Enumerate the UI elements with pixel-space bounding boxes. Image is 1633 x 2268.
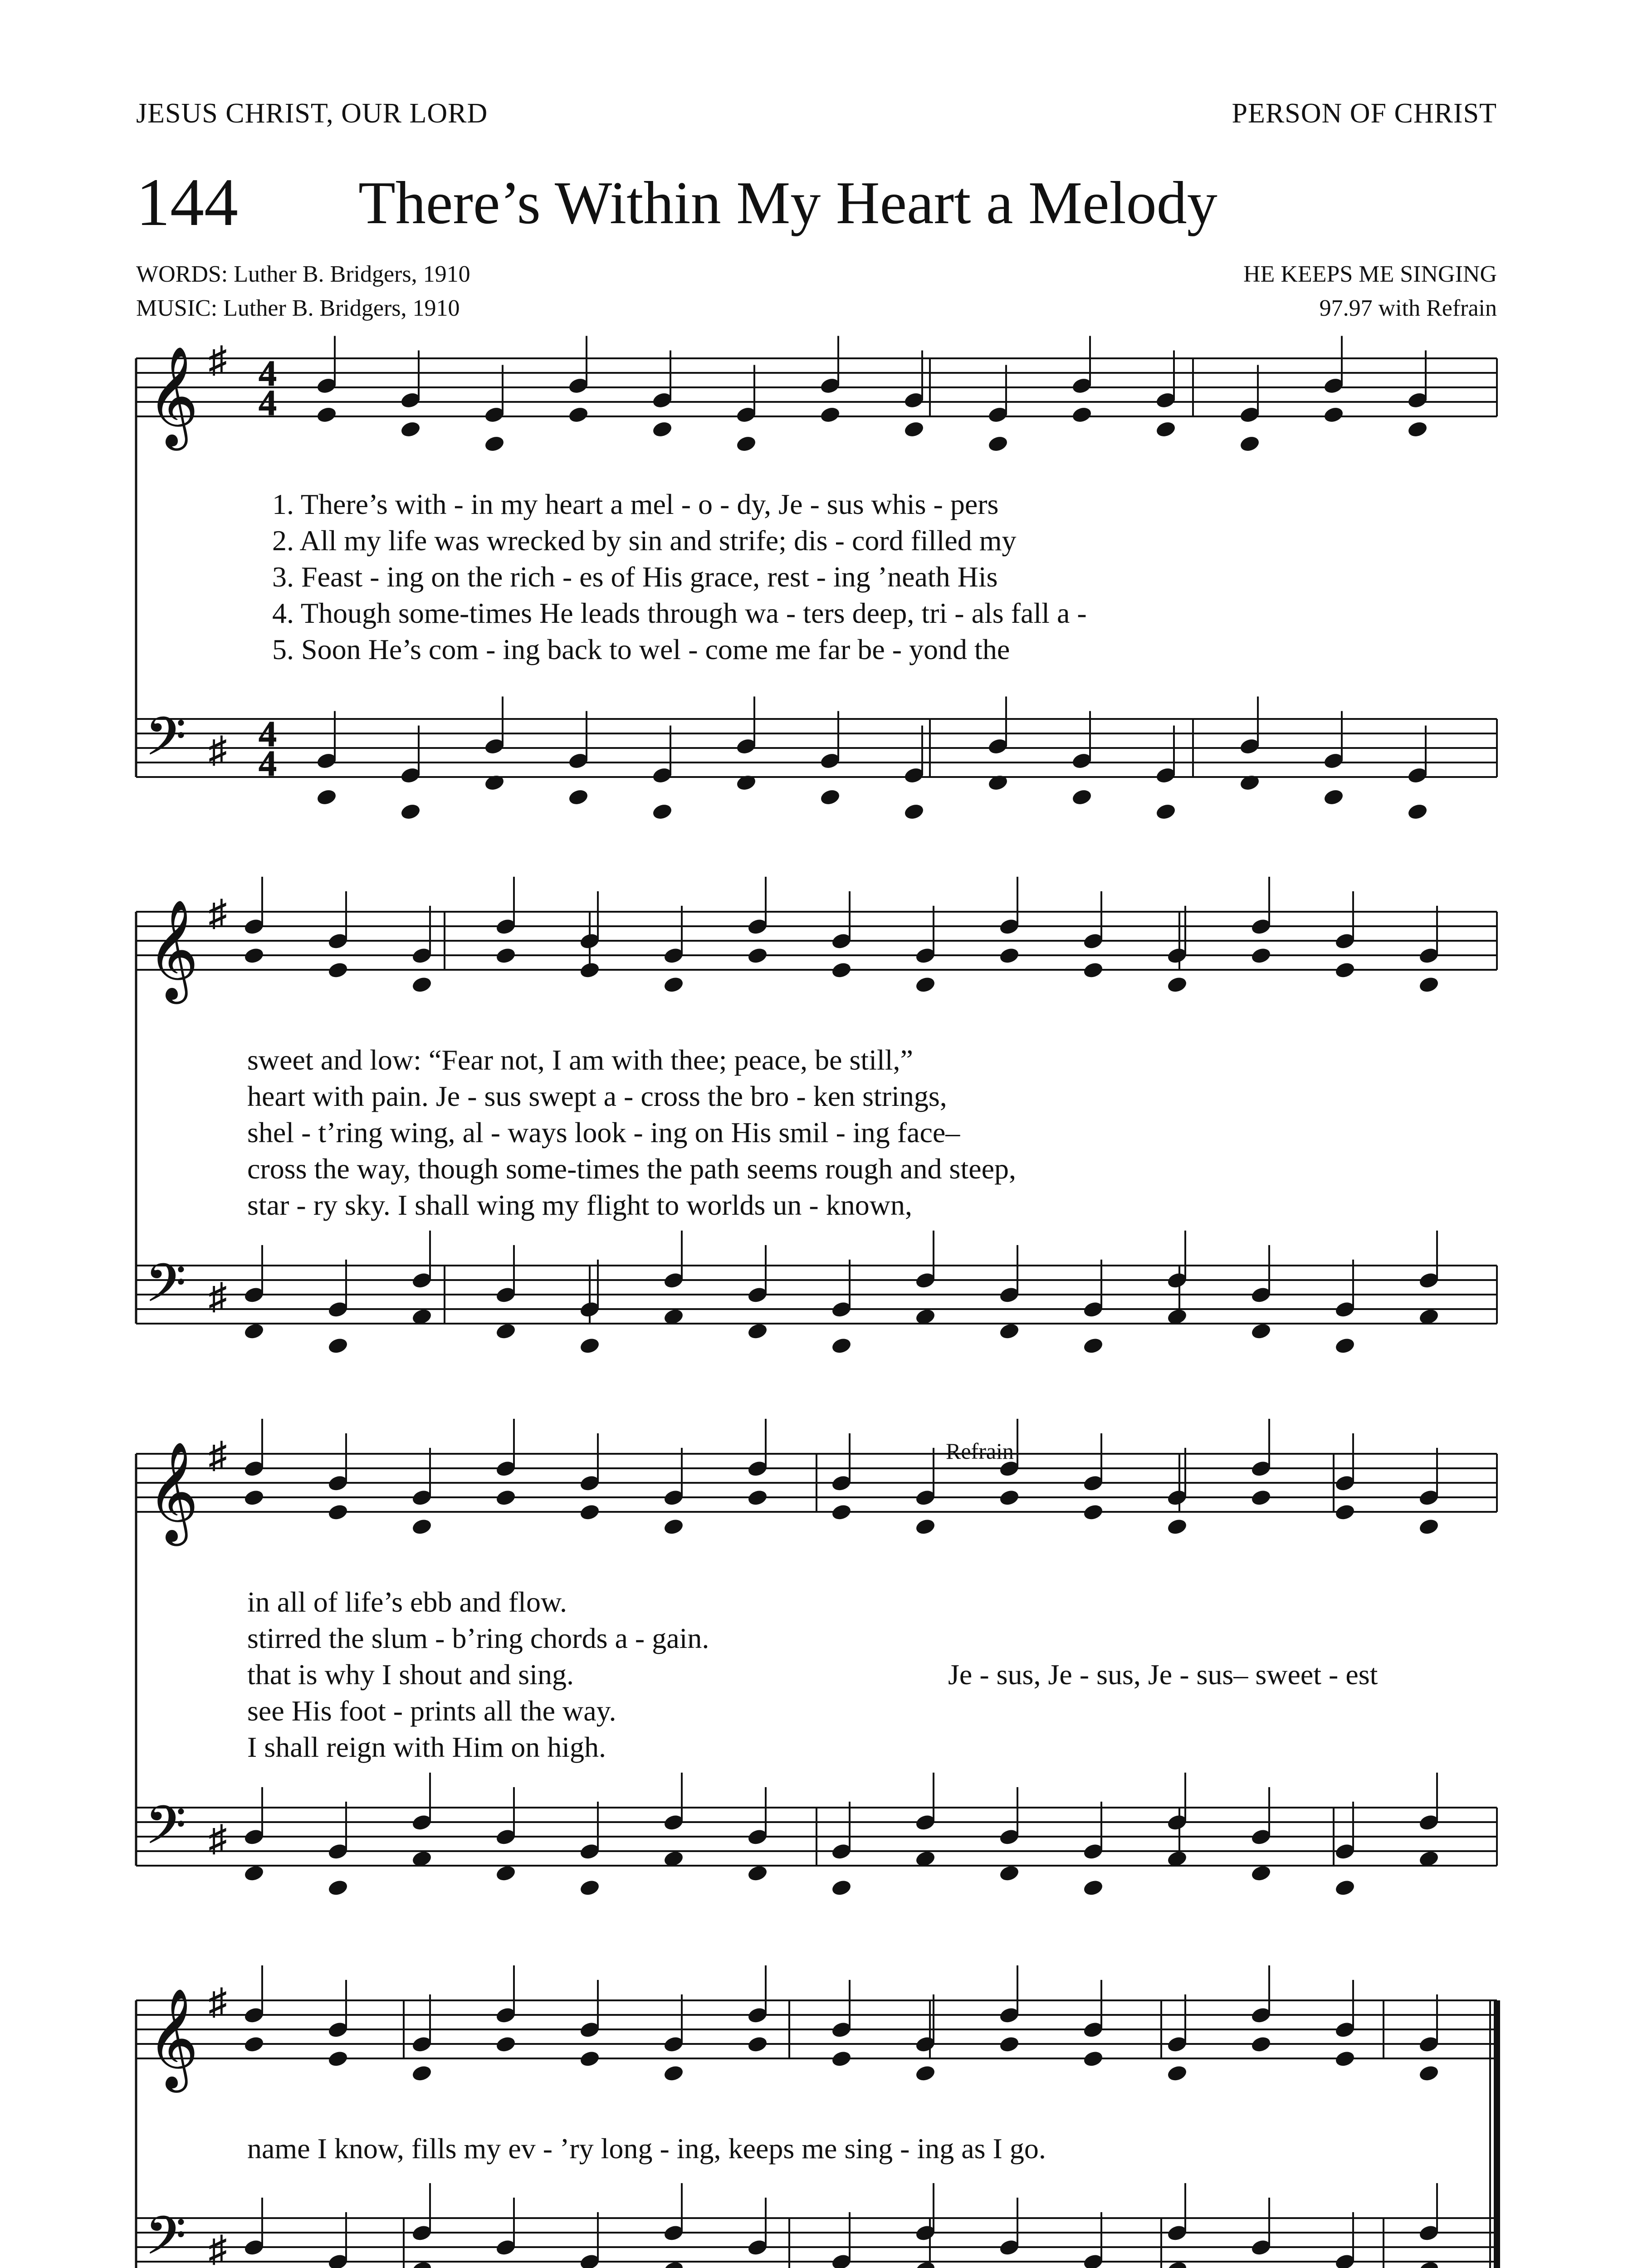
verse-line: 1. There’s with - in my heart a mel - o - dy, Je - sus whis - pers — [272, 488, 999, 520]
verse-line: star - ry sky. I shall wing my flight to worlds un - known, — [247, 1189, 912, 1221]
svg-text:♯: ♯ — [209, 1436, 227, 1476]
section-right-header: PERSON OF CHRIST — [1232, 98, 1497, 129]
svg-text:𝄢: 𝄢 — [145, 1253, 186, 1327]
verse-line: heart with pain. Je - sus swept a - cross the bro - ken strings, — [247, 1080, 947, 1112]
meter: 97.97 with Refrain — [1319, 295, 1497, 321]
verse-line: 3. Feast - ing on the rich - es of His grace, rest - ing ’neath His — [272, 561, 998, 593]
svg-text:♯: ♯ — [209, 1819, 227, 1859]
verse-line: name I know, fills my ev - ’ry long - ing, keeps me sing - ing as I go. — [247, 2132, 1046, 2165]
verse-line: shel - t’ring wing, al - ways look - ing on His smil - ing face– — [247, 1116, 960, 1149]
music-credit: MUSIC: Luther B. Bridgers, 1910 — [136, 295, 460, 321]
svg-text:♯: ♯ — [209, 2229, 227, 2268]
svg-text:4: 4 — [259, 714, 277, 754]
verse-line: 4. Though some-times He leads through wa - ters deep, tri - als fall a - — [272, 597, 1087, 629]
svg-text:𝄢: 𝄢 — [145, 1795, 186, 1869]
words-credit: WORDS: Luther B. Bridgers, 1910 — [136, 261, 470, 287]
verse-line: see His foot - prints all the way. — [247, 1695, 616, 1727]
tune-name: HE KEEPS ME SINGING — [1243, 261, 1497, 287]
verse-line: I shall reign with Him on high. — [247, 1731, 606, 1763]
svg-text:♯: ♯ — [209, 340, 227, 380]
refrain-lyric: Je - sus, Je - sus, Je - sus– sweet - est — [948, 1658, 1378, 1691]
svg-text:𝄞: 𝄞 — [147, 1988, 199, 2088]
verse-line: sweet and low: “Fear not, I am with thee; peace, be still,” — [247, 1044, 913, 1076]
svg-text:𝄞: 𝄞 — [147, 899, 199, 999]
refrain-label: Refrain — [946, 1438, 1014, 1464]
svg-text:𝄞: 𝄞 — [147, 346, 199, 446]
svg-text:4: 4 — [259, 383, 277, 423]
svg-text:♯: ♯ — [209, 730, 227, 770]
svg-text:𝄢: 𝄢 — [145, 2205, 186, 2268]
svg-text:𝄞: 𝄞 — [147, 1441, 199, 1541]
verse-line: that is why I shout and sing. — [247, 1658, 574, 1691]
svg-text:4: 4 — [259, 744, 277, 784]
verse-line: 2. All my life was wrecked by sin and strife; dis - cord filled my — [272, 524, 1017, 557]
svg-text:♯: ♯ — [209, 894, 227, 934]
hymn-title: There’s Within My Heart a Melody — [358, 169, 1217, 236]
hymn-number: 144 — [136, 165, 238, 240]
verse-line: in all of life’s ebb and flow. — [247, 1586, 567, 1618]
verse-line: cross the way, though some-times the path seems rough and steep, — [247, 1153, 1017, 1185]
svg-text:4: 4 — [259, 354, 277, 394]
svg-text:♯: ♯ — [209, 1277, 227, 1317]
verse-line: stirred the slum - b’ring chords a - gain. — [247, 1622, 709, 1654]
section-left-header: JESUS CHRIST, OUR LORD — [136, 98, 488, 129]
verse-line: 5. Soon He’s com - ing back to wel - come me far be - yond the — [272, 633, 1010, 665]
svg-text:♯: ♯ — [209, 1982, 227, 2022]
svg-text:𝄢: 𝄢 — [145, 706, 186, 780]
